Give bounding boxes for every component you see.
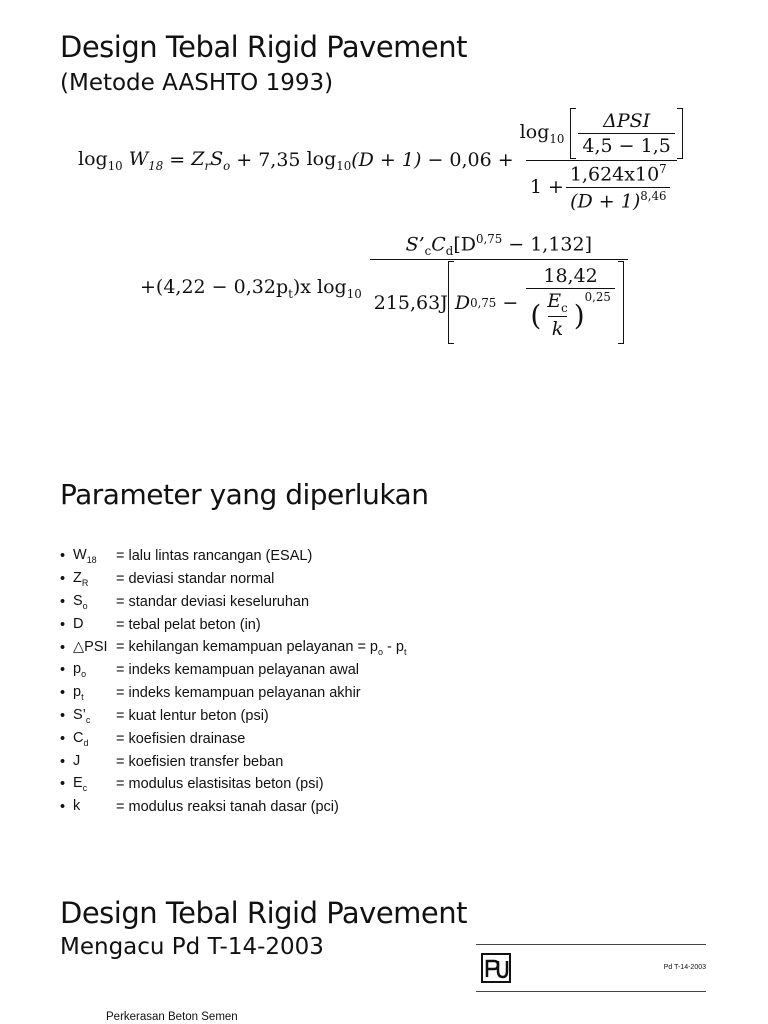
w18-symbol: $W_{18}$ [128,147,164,173]
pt-term: $+(4,22 - 0,32p_t)x$ [140,275,311,301]
list-item: • $p_t$ = indeks kemampuan pelayanan akhir [60,684,361,703]
log-op: $\log_{10}$ [317,275,362,301]
log-op: $\log_{10}$ [306,147,352,173]
equation-line-1 [78,110,689,210]
second-fraction: $S’_cC_d[D^{0,75} - 1,132]$ 215,63J D 0,75 − 18,42 ( $\frac{E_c}{k}$ ) $^{0,25}$ [370,232,628,344]
parameter-list [60,545,406,819]
zr-symbol: $Z_r$ [191,147,211,173]
d-plus-1: (D + 1) [351,149,422,171]
equation-line-2 [140,228,630,348]
main-fraction [516,108,687,212]
slide2-title: Parameter yang diperlukan [60,478,429,511]
list-item: • △PSI = kehilangan kemampuan pelayanan = $p_o - p_t$ [60,638,407,657]
list-item: • $S_o$ = standar deviasi keseluruhan [60,593,310,611]
slide1-title: Design Tebal Rigid Pavement [60,30,468,64]
list-item: • J = koefisien transfer beban [60,752,284,770]
slide3-subtitle: Mengacu Pd T-14-2003 [60,934,324,960]
list-item: • $S’_c$ = kuat lentur beton (psi) [60,707,269,725]
inner-fraction: $\frac{1,624x10^7}{(D + 1)^{8,46}}$ [566,162,671,212]
log-op: $\log_{10}$ [519,121,565,147]
list-item: • $Z_R$ = deviasi standar normal [60,570,275,589]
list-item: • D = tebal pelat beton (in) [60,615,261,633]
so-symbol: $S_o$ [210,147,231,173]
list-item: • k = modulus reaksi tanah dasar (pci) [60,798,339,816]
one-plus: 1 + [529,176,564,198]
list-item: • $C_d$ = koefisien drainase [60,729,246,748]
equals-sign: = [169,149,186,171]
list-item: • $E_c$ = modulus elastisitas beton (psi) [60,775,324,794]
psi-fraction: $\frac{\text{ΔPSI}}{4,5 - 1,5}$ [578,110,674,157]
doc-code: Pd T-14-2003 [663,964,706,971]
ec-k-fraction: 18,42 ( $\frac{E_c}{k}$ ) $^{0,25}$ [526,265,615,340]
minus-term: − 0,06 + [427,149,514,171]
log-op: $\log_{10}$ [78,147,123,173]
document-thumbnail [476,944,706,992]
list-item: • $p_o$ = indeks kemampuan pelayanan awal [60,661,360,680]
coef-7-35: + 7,35 [236,149,301,171]
slide1-subtitle: (Metode AASHTO 1993) [60,70,334,96]
slide3-title: Design Tebal Rigid Pavement [60,896,468,930]
list-item: • $W_{18}$ = lalu lintas rancangan (ESAL) [60,547,313,566]
pu-logo-icon [481,953,511,983]
thumbnail-caption: Perkerasan Beton Semen [106,1011,238,1023]
